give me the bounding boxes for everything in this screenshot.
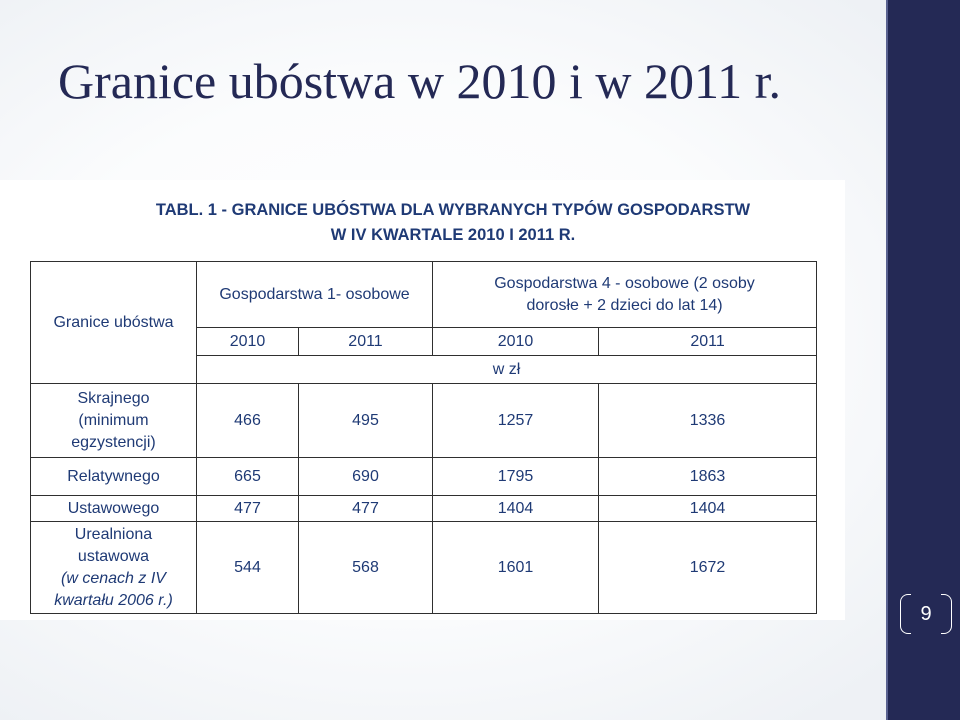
- row-label-line: Urealniona: [74, 525, 153, 543]
- corner-header: Granice ubóstwa: [53, 313, 174, 331]
- value-cell: 1601: [433, 522, 599, 614]
- value-cell: 1336: [599, 384, 817, 458]
- value-cell: 1257: [433, 384, 599, 458]
- group1-header-cell: [197, 262, 433, 328]
- table-row: [31, 522, 817, 614]
- year-header: 2011: [599, 328, 817, 356]
- row-label-note: kwartału 2006 r.): [54, 591, 173, 609]
- value-cell: 477: [197, 496, 299, 522]
- slide-title: Granice ubóstwa w 2010 i w 2011 r.: [58, 53, 782, 109]
- year-header: 2010: [433, 328, 599, 356]
- group2-header-cell: [433, 262, 817, 328]
- poverty-thresholds-table: [30, 261, 817, 614]
- group2-header-line-1: Gospodarstwa 4 - osobowe (2 osoby: [494, 274, 755, 292]
- value-cell: 568: [299, 522, 433, 614]
- table-heading-line-2: W IV KWARTALE 2010 I 2011 R.: [330, 226, 576, 244]
- value-cell: 466: [197, 384, 299, 458]
- table-row: [31, 496, 817, 522]
- year-header: 2011: [299, 328, 433, 356]
- row-label-line: Skrajnego: [77, 389, 150, 407]
- value-cell: 1404: [433, 496, 599, 522]
- value-cell: 1863: [599, 458, 817, 496]
- table-heading: [60, 198, 846, 248]
- value-cell: 495: [299, 384, 433, 458]
- corner-header-cell: [31, 262, 197, 384]
- value-cell: 544: [197, 522, 299, 614]
- slide-number-badge: [898, 592, 954, 636]
- row-label-line: Ustawowego: [67, 499, 160, 517]
- row-label-line: egzystencji): [71, 433, 156, 451]
- row-label-cell: [31, 522, 197, 614]
- row-label-cell: [31, 384, 197, 458]
- row-label-line: ustawowa: [77, 547, 150, 565]
- row-label-note: (w cenach z IV: [61, 569, 166, 587]
- table-row: [31, 458, 817, 496]
- row-label-line: (minimum: [78, 411, 149, 429]
- group1-header: Gospodarstwa 1- osobowe: [219, 285, 410, 303]
- value-cell: 1795: [433, 458, 599, 496]
- row-label-line: Relatywnego: [67, 467, 160, 485]
- table-heading-line-1: TABL. 1 - GRANICE UBÓSTWA DLA WYBRANYCH TYPÓW GOSPODARSTW: [155, 201, 751, 219]
- value-cell: 1672: [599, 522, 817, 614]
- row-label-cell: [31, 458, 197, 496]
- unit-cell: w zł: [197, 356, 817, 384]
- value-cell: 1404: [599, 496, 817, 522]
- year-header: 2010: [197, 328, 299, 356]
- value-cell: 477: [299, 496, 433, 522]
- value-cell: 665: [197, 458, 299, 496]
- value-cell: 690: [299, 458, 433, 496]
- group2-header-line-2: dorosłe + 2 dzieci do lat 14): [526, 296, 723, 314]
- row-label-cell: [31, 496, 197, 522]
- slide-number: 9: [920, 603, 932, 625]
- table-row: [31, 384, 817, 458]
